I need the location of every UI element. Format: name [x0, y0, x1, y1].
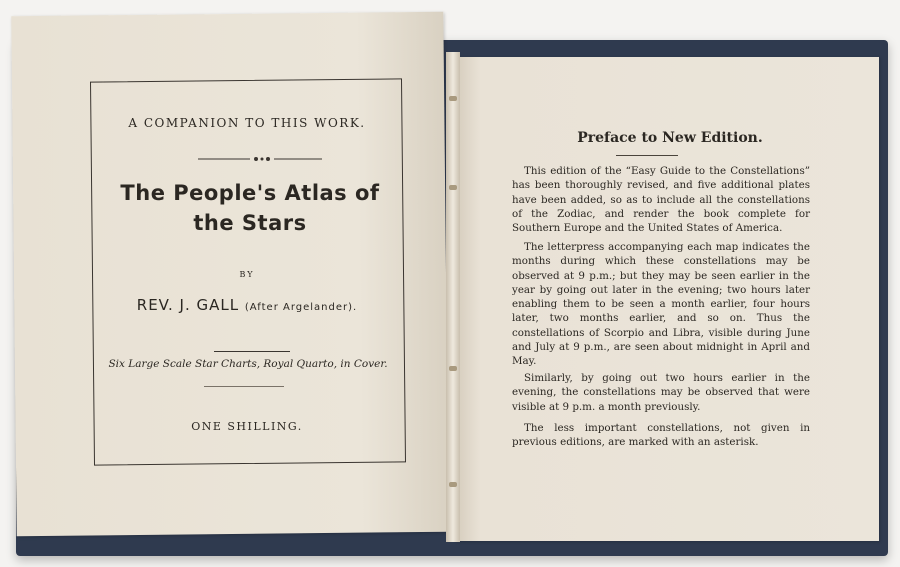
binding-stitch [449, 185, 457, 190]
binding-stitch [449, 482, 457, 487]
author-note: (After Argelander). [244, 302, 358, 313]
preface-paragraph: The letterpress accompanying each map indicates the months during which these constellations may be observed at 9 p.m.; but they may be seen earlier in the year by going out later in the evening; two hours later enabling them to be seen a month earlier, four hours later, two months earlier, and so on. Thus the constellations of Scorpio and Libra, visible during June and July at 9 p.m., are seen about midnight in April and May. [512, 241, 810, 368]
preface-paragraph: This edition of the “Easy Guide to the Constellations” has been thoroughly revised, and five additional plates have been added, so as to include all the constellations of the Zodiac, and render the book complete for Southern Europe and the United States of America. [512, 165, 810, 235]
divider [616, 155, 678, 156]
by-label: BY [239, 270, 255, 279]
author-name: REV. J. GALL [136, 296, 240, 314]
ornament-rule-icon [198, 155, 322, 163]
divider [204, 386, 284, 387]
preface-paragraph: Similarly, by going out two hours earlier in the evening, the constellations may be observed that were visible at 9 p.m. a month previously. [512, 372, 810, 413]
binding-stitch [449, 366, 457, 371]
divider [214, 351, 290, 352]
preface-title: Preface to New Edition. [577, 130, 763, 146]
price-line: ONE SHILLING. [191, 420, 303, 433]
binding-stitch [449, 96, 457, 101]
companion-heading: A COMPANION TO THIS WORK. [128, 116, 366, 130]
author-line [92, 296, 402, 314]
book-gutter [446, 52, 460, 542]
preface-paragraph: The less important constellations, not given in previous editions, are marked with an asterisk. [512, 422, 810, 449]
charts-note: Six Large Scale Star Charts, Royal Quarto, in Cover. [108, 358, 388, 370]
atlas-title: The People's Atlas of the Stars [120, 181, 380, 235]
